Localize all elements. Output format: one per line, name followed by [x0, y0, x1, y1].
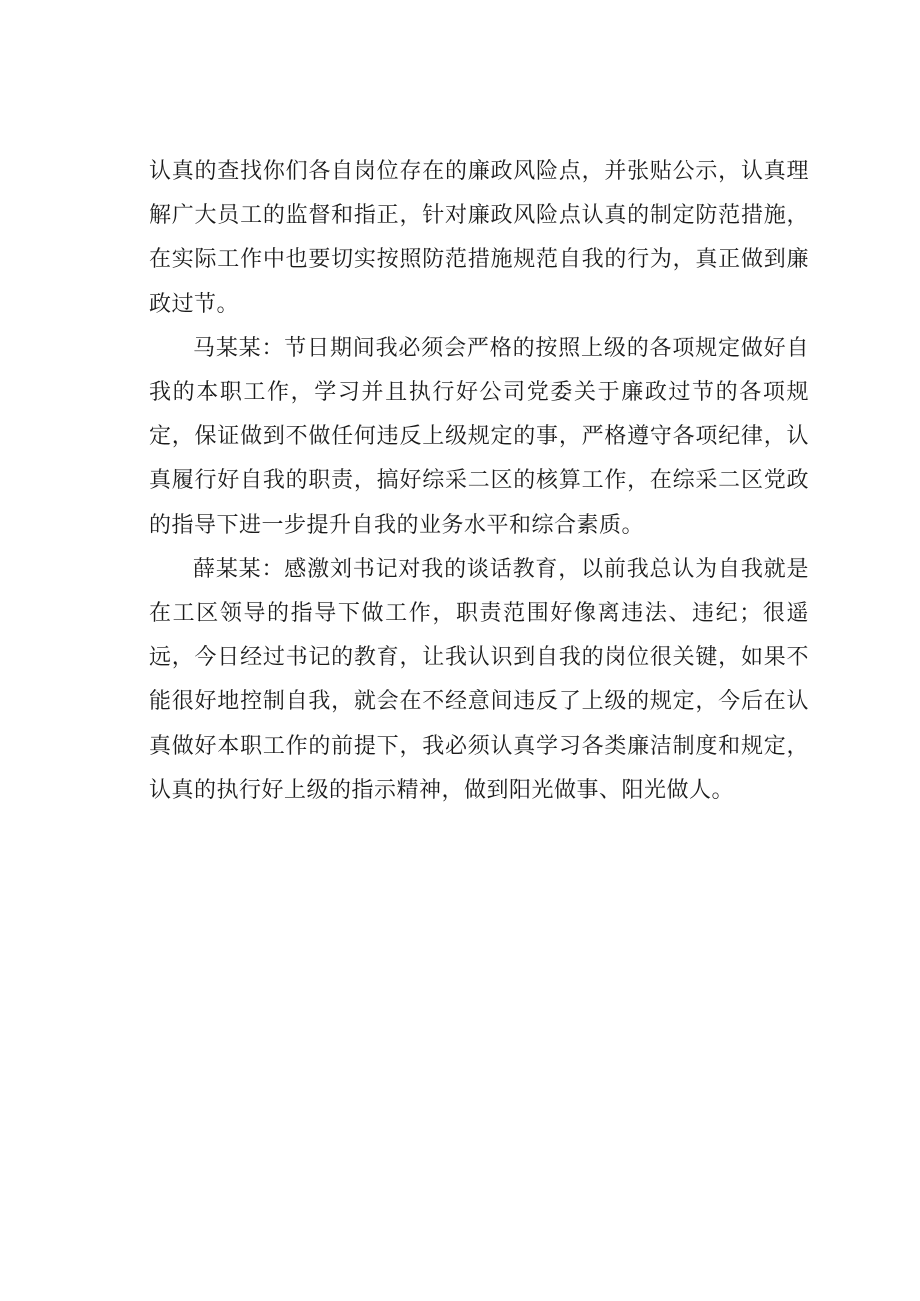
paragraph-ma-statement: 马某某：节日期间我必须会严格的按照上级的各项规定做好自我的本职工作，学习并且执行好公司党委关于廉政过节的各项规定，保证做到不做任何违反上级规定的事，严格遵守各项纪律，认真履行好自我的职责，搞好综采二区的核算工作，在综采二区党政的指导下进一步提升自我的业务水平和综合素质。 [149, 335, 809, 538]
paragraph-continuation: 认真的查找你们各自岗位存在的廉政风险点，并张贴公示，认真理解广大员工的监督和指正，针对廉政风险点认真的制定防范措施，在实际工作中也要切实按照防范措施规范自我的行为，真正做到廉政过节。 [149, 159, 809, 317]
paragraph-xue-statement: 薛某某：感激刘书记对我的谈话教育，以前我总认为自我就是在工区领导的指导下做工作，职责范围好像离违法、违纪；很遥远，今日经过书记的教育，让我认识到自我的岗位很关键，如果不能很好地控制自我，就会在不经意间违反了上级的规定，今后在认真做好本职工作的前提下，我必须认真学习各类廉洁制度和规定，认真的执行好上级的指示精神，做到阳光做事、阳光做人。 [149, 556, 809, 803]
document-body [149, 150, 809, 813]
